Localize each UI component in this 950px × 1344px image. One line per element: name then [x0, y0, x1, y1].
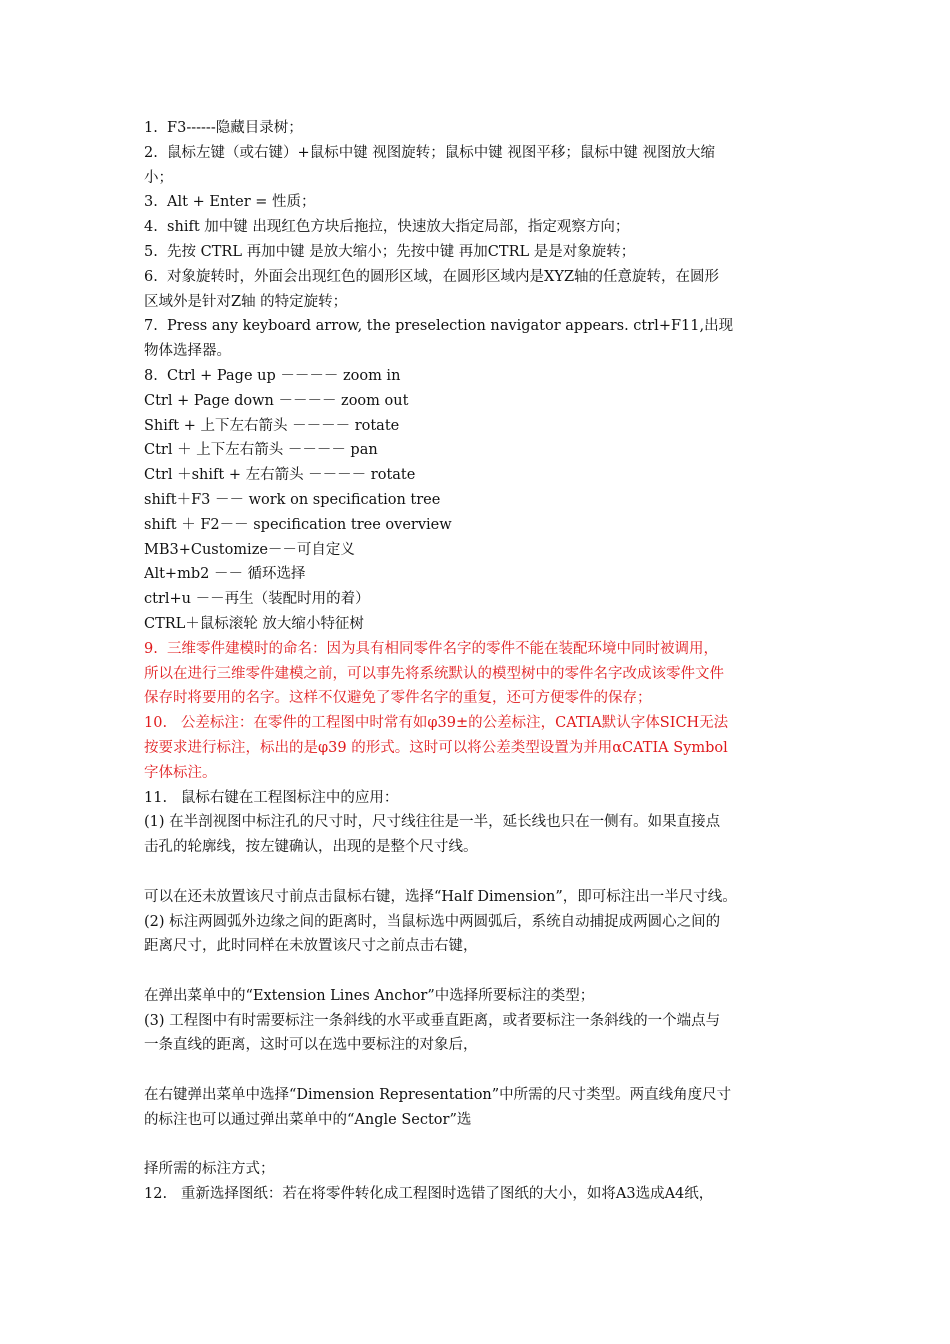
text-line: 距离尺寸，此时同样在未放置该尺寸之前点击右键，	[144, 938, 478, 955]
text-line: 在右键弹出菜单中选择“Dimension Representation”中所需的尺寸类型。两直线角度尺寸	[144, 1087, 732, 1104]
text-line: 4. shift 加中键 出现红色方块后拖拉，快速放大指定局部，指定观察方向；	[144, 219, 630, 236]
document-page	[144, 116, 810, 1207]
text-line: 所以在进行三维零件建模之前，可以事先将系统默认的模型树中的零件名字改成该零件文件	[144, 665, 724, 682]
text-line: 11. 鼠标右键在工程图标注中的应用：	[144, 789, 399, 806]
text-line: 1. F3------隐藏目录树；	[144, 120, 303, 136]
text-line: 区域外是针对Z轴 的特定旋转；	[144, 293, 348, 310]
text-line: 7. Press any keyboard arrow, the preselection navigator appears. ctrl+F11,出现	[144, 318, 734, 335]
text-line: 8. Ctrl + Page up －－－－ zoom in	[144, 367, 401, 384]
text-line: Shift + 上下左右箭头 －－－－ rotate	[144, 417, 400, 434]
text-line: 3. Alt + Enter = 性质；	[144, 194, 316, 211]
text-line: (2) 标注两圆弧外边缘之间的距离时，当鼠标选中两圆弧后，系统自动捕捉成两圆心之间的	[144, 913, 721, 930]
text-line: MB3+Customize－－可自定义	[144, 541, 355, 558]
text-line: shift ＋ F2－－ specification tree overview	[144, 516, 452, 533]
blank-line	[144, 1058, 810, 1083]
text-line: 按要求进行标注，标出的是φ39 的形式。这时可以将公差类型设置为并用αCATIA Symbol	[144, 739, 728, 756]
text-line: 击孔的轮廓线，按左键确认，出现的是整个尺寸线。	[144, 839, 478, 856]
blank-line	[144, 860, 810, 885]
blank-line	[144, 1133, 810, 1158]
text-line: Ctrl ＋shift + 左右箭头 －－－－ rotate	[144, 467, 416, 484]
text-line: 2. 鼠标左键（或右键）+鼠标中键 视图旋转；鼠标中键 视图平移；鼠标中键 视图放大缩	[144, 144, 716, 161]
text-line: shift＋F3 －－ work on specification tree	[144, 491, 441, 508]
text-line: 可以在还未放置该尺寸前点击鼠标右键，选择“Half Dimension”，即可标注出一半尺寸线。	[144, 888, 737, 905]
text-line: 12. 重新选择图纸：若在将零件转化成工程图时选错了图纸的大小，如将A3选成A4纸，	[144, 1186, 714, 1203]
blank-line	[144, 959, 810, 984]
text-line: 择所需的标注方式；	[144, 1161, 275, 1178]
text-line: 字体标注。	[144, 764, 217, 781]
text-line: Ctrl + Page down －－－－ zoom out	[144, 392, 409, 409]
text-line: 6. 对象旋转时，外面会出现红色的圆形区域，在圆形区域内是XYZ轴的任意旋转，在圆形	[144, 268, 720, 285]
text-line: Alt+mb2 －－ 循环选择	[144, 566, 306, 583]
text-line: 小；	[144, 169, 173, 186]
text-line: 9. 三维零件建模时的命名：因为具有相同零件名字的零件不能在装配环境中同时被调用，	[144, 640, 719, 657]
text-line: (1) 在半剖视图中标注孔的尺寸时，尺寸线往往是一半，延长线也只在一侧有。如果直接点	[144, 814, 721, 831]
text-line: ctrl+u －－再生（装配时用的着）	[144, 591, 370, 608]
text-line: 在弹出菜单中的“Extension Lines Anchor”中选择所要标注的类型；	[144, 987, 595, 1004]
text-line: Ctrl ＋ 上下左右箭头 －－－－ pan	[144, 442, 378, 459]
text-line: 的标注也可以通过弹出菜单中的“Angle Sector”选	[144, 1111, 472, 1128]
text-line: (3) 工程图中有时需要标注一条斜线的水平或垂直距离，或者要标注一条斜线的一个端点与	[144, 1012, 721, 1029]
text-line: 5. 先按 CTRL 再加中键 是放大缩小；先按中键 再加CTRL 是是对象旋转；	[144, 243, 636, 260]
text-line: CTRL＋鼠标滚轮 放大缩小特征树	[144, 615, 364, 632]
text-line: 一条直线的距离，这时可以在选中要标注的对象后，	[144, 1037, 478, 1054]
text-line: 物体选择器。	[144, 343, 231, 360]
text-line: 10. 公差标注：在零件的工程图中时常有如φ39±的公差标注，CATIA默认字体SICH无法	[144, 715, 729, 732]
text-line: 保存时将要用的名字。这样不仅避免了零件名字的重复，还可方便零件的保存；	[144, 690, 652, 707]
